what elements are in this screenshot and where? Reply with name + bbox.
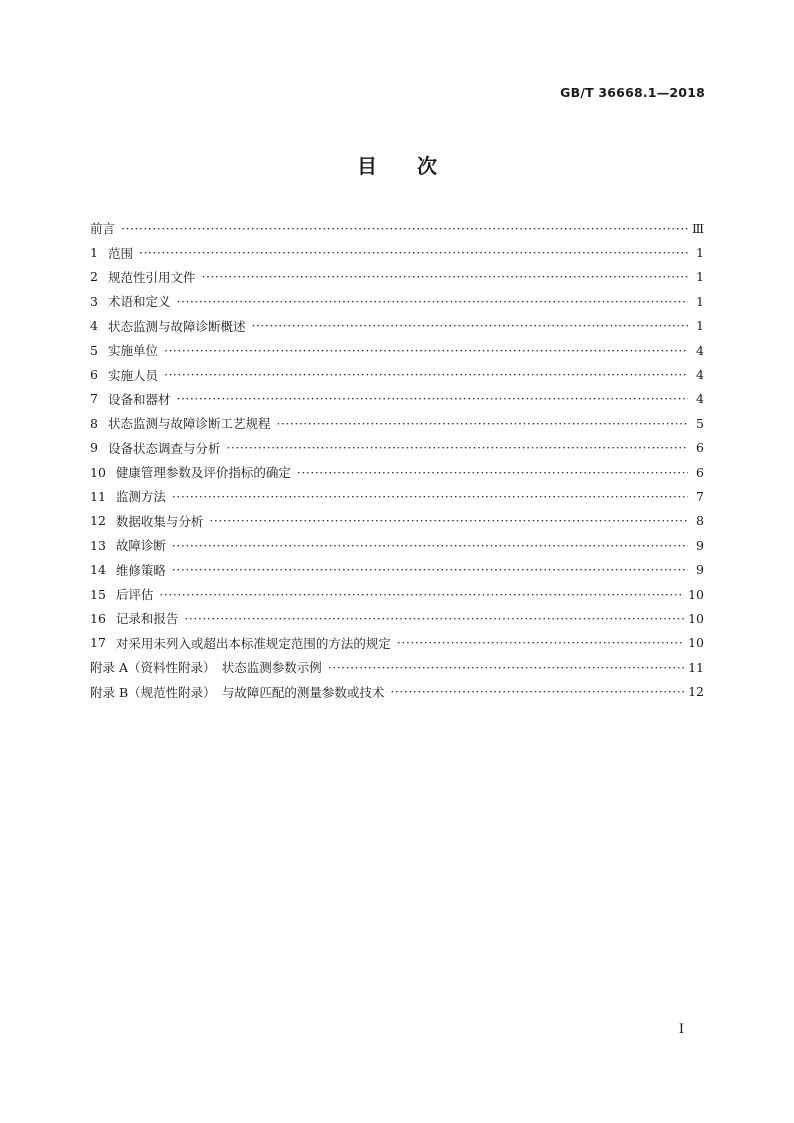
toc-entry-page: 4 xyxy=(696,367,704,383)
toc-entry-number: 12 xyxy=(90,513,106,529)
toc-entry[interactable] xyxy=(90,265,704,289)
toc-entry-title: 状态监测与故障诊断工艺规程 xyxy=(107,416,271,432)
toc-leader xyxy=(176,391,688,406)
toc-leader xyxy=(121,221,688,236)
toc-entry-title: 实施单位 xyxy=(107,343,158,359)
toc-entry-number: 1 xyxy=(90,245,98,261)
toc-leader xyxy=(139,245,688,260)
toc-entry-number: 15 xyxy=(90,586,106,602)
toc-leader xyxy=(172,489,688,504)
toc-leader xyxy=(397,635,684,650)
toc-entry-number: 4 xyxy=(90,318,98,334)
toc-entry-number: 8 xyxy=(90,415,98,431)
toc-entry-title: 范围 xyxy=(107,245,133,261)
toc-entry-title: 数据收集与分析 xyxy=(115,513,204,529)
toc-entry-number: 2 xyxy=(90,269,98,285)
toc-entry-title: 术语和定义 xyxy=(107,294,171,310)
toc-leader xyxy=(164,343,688,358)
toc-leader xyxy=(209,513,688,528)
toc-entry-title: 监测方法 xyxy=(115,489,166,505)
toc-entry[interactable] xyxy=(90,631,704,655)
toc-leader xyxy=(297,465,688,480)
toc-entry-title: 设备和器材 xyxy=(107,391,171,407)
toc-entry-page: 4 xyxy=(696,342,704,358)
toc-entry[interactable] xyxy=(90,460,704,484)
page-title: 目 次 xyxy=(357,154,437,178)
toc-entry-title: 设备状态调查与分析 xyxy=(107,440,221,456)
toc-leader xyxy=(390,684,684,699)
toc-entry-title: 状态监测与故障诊断概述 xyxy=(107,318,246,334)
toc-entry-number: 11 xyxy=(90,488,106,504)
toc-entry-number: 14 xyxy=(90,562,106,578)
toc-leader xyxy=(201,269,688,284)
toc-entry-page: 6 xyxy=(696,464,704,480)
toc-entry-title: 后评估 xyxy=(115,587,154,603)
toc-leader xyxy=(172,562,688,577)
toc-leader xyxy=(276,416,688,431)
toc-entry[interactable] xyxy=(90,387,704,411)
toc-entry-page: 10 xyxy=(688,586,704,602)
toc-entry-title: 对采用未列入或超出本标准规定范围的方法的规定 xyxy=(115,635,391,651)
toc-entry-page: 8 xyxy=(696,513,704,529)
toc-leader xyxy=(176,294,688,309)
toc-entry[interactable] xyxy=(90,411,704,435)
toc-entry[interactable] xyxy=(90,289,704,313)
toc-entry-page: 12 xyxy=(688,684,704,700)
page-folio: Ⅰ xyxy=(678,1022,684,1037)
toc-entry-page: 1 xyxy=(696,269,704,285)
toc-entry-number: 16 xyxy=(90,610,106,626)
toc-entry[interactable] xyxy=(90,216,704,240)
toc-entry-number: 9 xyxy=(90,440,98,456)
toc-entry-page: 9 xyxy=(696,537,704,553)
toc-entry-page: 7 xyxy=(696,488,704,504)
toc-entry-number: 5 xyxy=(90,342,98,358)
toc-entry-page: Ⅲ xyxy=(691,220,704,236)
toc-entry[interactable] xyxy=(90,679,704,703)
toc-leader xyxy=(328,660,684,675)
toc-entry[interactable] xyxy=(90,484,704,508)
toc-entry[interactable] xyxy=(90,533,704,557)
toc-entry-page: 1 xyxy=(696,293,704,309)
toc-entry-title: 记录和报告 xyxy=(115,611,179,627)
toc-entry-page: 10 xyxy=(688,610,704,626)
toc-entry-title: 健康管理参数及评价指标的确定 xyxy=(115,465,291,481)
toc-entry[interactable] xyxy=(90,436,704,460)
toc-entry-number: 3 xyxy=(90,293,98,309)
toc-entry[interactable] xyxy=(90,314,704,338)
toc-leader xyxy=(226,440,688,455)
toc-entry-number: 17 xyxy=(90,635,106,651)
toc-leader xyxy=(164,367,688,382)
toc-entry-title: 规范性引用文件 xyxy=(107,269,196,285)
toc-entry[interactable] xyxy=(90,240,704,264)
toc-entry-title: 实施人员 xyxy=(107,367,158,383)
toc-entry-page: 9 xyxy=(696,562,704,578)
toc-entry-page: 1 xyxy=(696,245,704,261)
toc-leader xyxy=(184,611,684,626)
toc-entry-title: 前言 xyxy=(90,221,116,237)
standard-code: GB/T 36668.1—2018 xyxy=(560,85,705,100)
toc-entry-title: 附录 A（资料性附录） 状态监测参数示例 xyxy=(90,660,322,676)
toc-leader xyxy=(159,587,684,602)
toc-entry-number: 13 xyxy=(90,537,106,553)
toc-entry[interactable] xyxy=(90,362,704,386)
toc-entry-page: 4 xyxy=(696,391,704,407)
toc-entry-page: 11 xyxy=(688,659,704,675)
toc-entry-page: 1 xyxy=(696,318,704,334)
toc-entry-number: 7 xyxy=(90,391,98,407)
table-of-contents xyxy=(90,216,704,704)
toc-entry-page: 6 xyxy=(696,440,704,456)
toc-entry[interactable] xyxy=(90,557,704,581)
toc-leader xyxy=(251,318,688,333)
toc-entry[interactable] xyxy=(90,338,704,362)
toc-entry-number: 10 xyxy=(90,464,106,480)
toc-leader xyxy=(172,538,688,553)
toc-entry-title: 维修策略 xyxy=(115,562,166,578)
toc-entry-number: 6 xyxy=(90,367,98,383)
toc-entry-page: 10 xyxy=(688,635,704,651)
toc-entry-page: 5 xyxy=(696,415,704,431)
toc-entry[interactable] xyxy=(90,655,704,679)
toc-entry[interactable] xyxy=(90,606,704,630)
toc-entry-title: 故障诊断 xyxy=(115,538,166,554)
toc-entry[interactable] xyxy=(90,582,704,606)
toc-entry[interactable] xyxy=(90,509,704,533)
toc-entry-title: 附录 B（规范性附录） 与故障匹配的测量参数或技术 xyxy=(90,684,385,700)
